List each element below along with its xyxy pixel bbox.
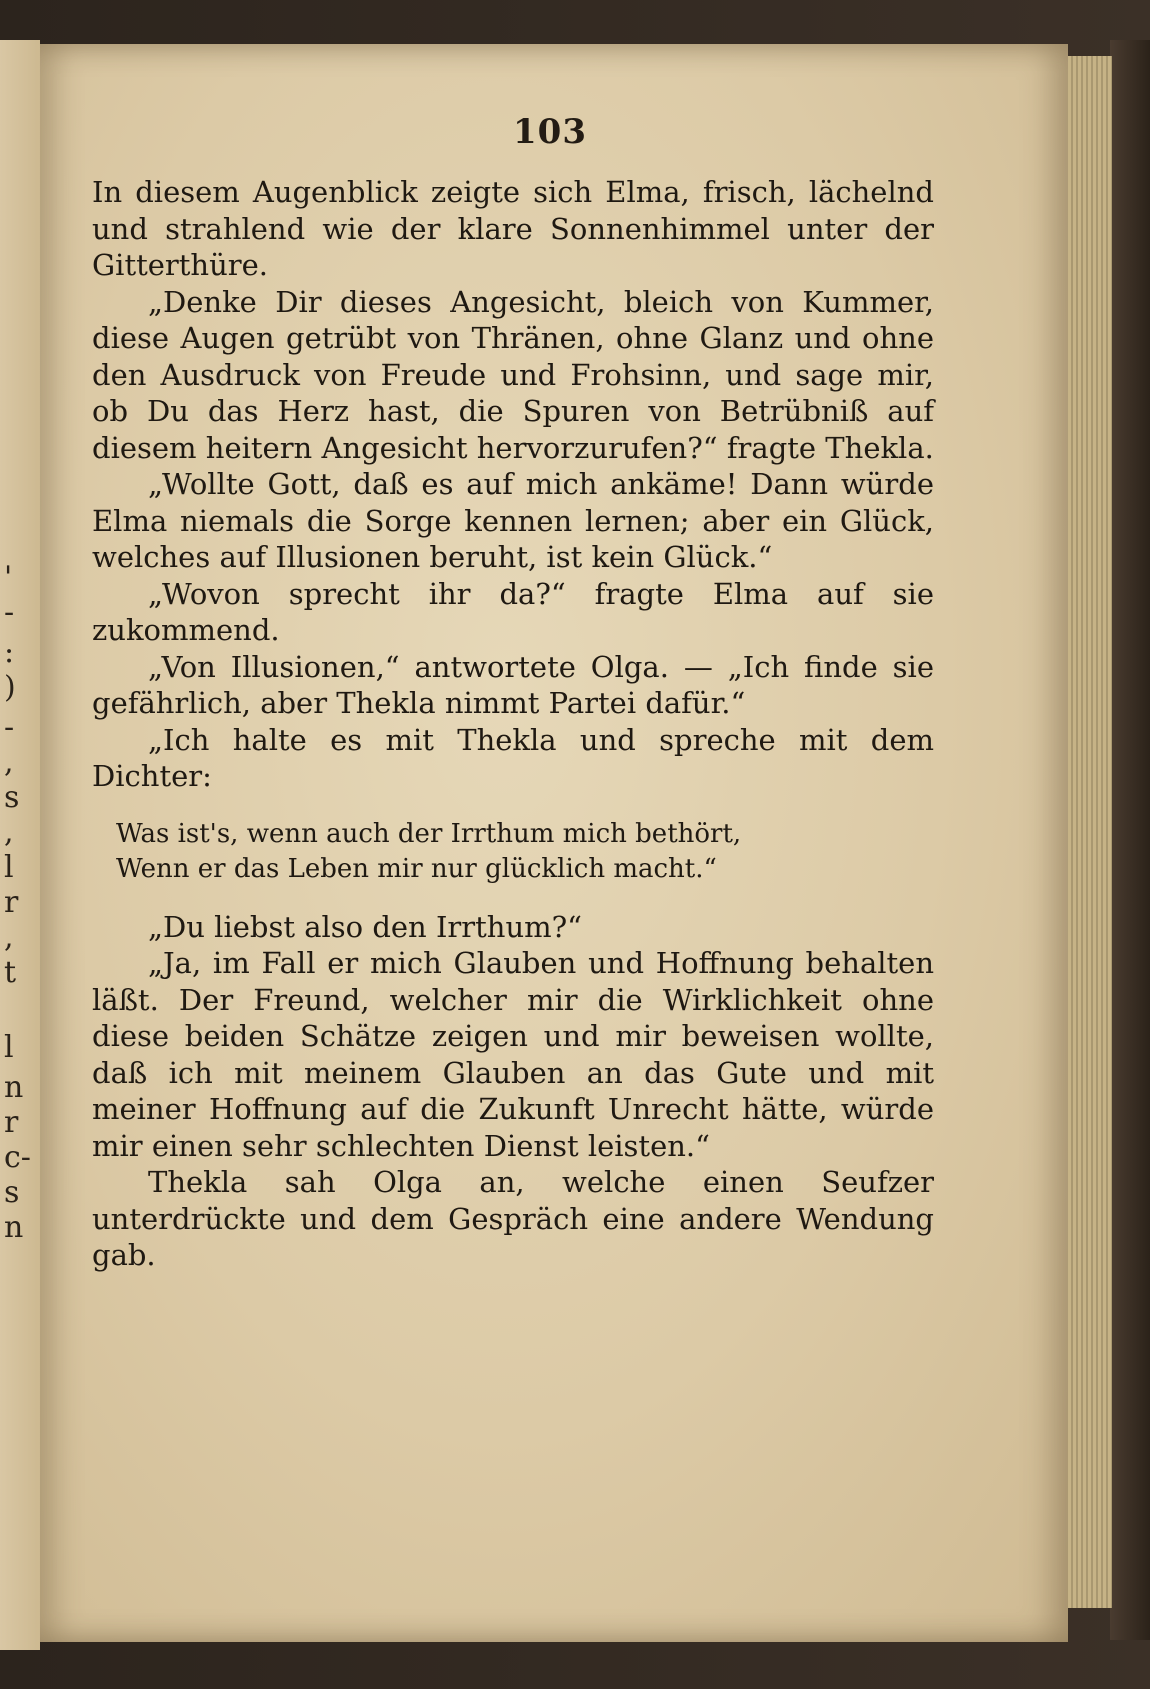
- page-number: 103: [513, 112, 587, 152]
- paragraph: „Wollte Gott, daß es auf mich ankäme! Dann würde Elma niemals die Sorge kennen lernen; aber ein Glück, welches auf Illusionen beruht, ist kein Glück.“: [92, 467, 934, 574]
- poem-line: Wenn er das Leben mir nur glücklich macht.“: [116, 853, 717, 884]
- facing-fragment: ): [4, 670, 16, 705]
- paragraph: „Du liebst also den Irrthum?“: [148, 909, 583, 944]
- paragraph: Thekla sah Olga an, welche einen Seufzer unterdrückte und dem Gespräch eine andere Wendung gab.: [92, 1165, 934, 1272]
- facing-fragment: ,: [4, 745, 14, 780]
- facing-fragment: r: [4, 1105, 19, 1140]
- facing-page-fragments: [0, 40, 40, 1650]
- paragraph: „Wovon sprecht ihr da?“ fragte Elma auf sie zukommend.: [92, 576, 934, 647]
- facing-fragment: t: [4, 955, 17, 990]
- paragraph: „Ja, im Fall er mich Glauben und Hoffnung behalten läßt. Der Freund, welcher mir die Wirklichkeit ohne diese beiden Schätze zeigen und mir beweisen wollte, daß ich mit meinem Glauben an das Gute und mit meiner Hoffnung auf die Zukunft Unrecht hätte, würde mir einen sehr schlechten Dienst leisten.“: [92, 946, 934, 1163]
- paragraph: „Denke Dir dieses Angesicht, bleich von Kummer, diese Augen getrübt von Thränen, ohne Glanz und ohne den Ausdruck von Freude und Frohsinn, und sage mir, ob Du das Herz hast, die Spuren von Betrübniß auf diesem heitern Angesicht hervorzurufen?“ fragte Thekla.: [92, 284, 934, 465]
- book-page: [40, 44, 1068, 1642]
- facing-fragment: s: [4, 1175, 20, 1210]
- facing-fragment: :: [4, 635, 15, 670]
- facing-fragment: ,: [4, 920, 14, 955]
- facing-fragment: s: [4, 780, 20, 815]
- facing-fragment: ': [4, 560, 13, 595]
- facing-fragment: l: [4, 1030, 14, 1065]
- page-text: [92, 174, 934, 1274]
- facing-fragment: n: [4, 1070, 24, 1105]
- facing-fragment: r: [4, 885, 19, 920]
- facing-fragment: -: [4, 710, 15, 745]
- facing-fragment: n: [4, 1210, 24, 1245]
- facing-fragment: ,: [4, 815, 14, 850]
- page-edges: [1066, 56, 1112, 1608]
- paragraph: In diesem Augenblick zeigte sich Elma, frisch, lächelnd und strahlend wie der klare Sonnenhimmel unter der Gitterthüre.: [92, 175, 934, 282]
- facing-fragment: -: [4, 595, 15, 630]
- facing-fragment: c-: [4, 1140, 31, 1175]
- paragraph: „Von Illusionen,“ antwortete Olga. — „Ich finde sie gefährlich, aber Thekla nimmt Partei dafür.“: [92, 649, 934, 720]
- paragraph: „Ich halte es mit Thekla und spreche mit dem Dichter:: [92, 722, 934, 793]
- facing-fragment: l: [4, 850, 14, 885]
- book-cover-edge: [1110, 40, 1150, 1640]
- poem-quote: [116, 817, 934, 887]
- poem-line: Was ist's, wenn auch der Irrthum mich bethört,: [116, 818, 742, 849]
